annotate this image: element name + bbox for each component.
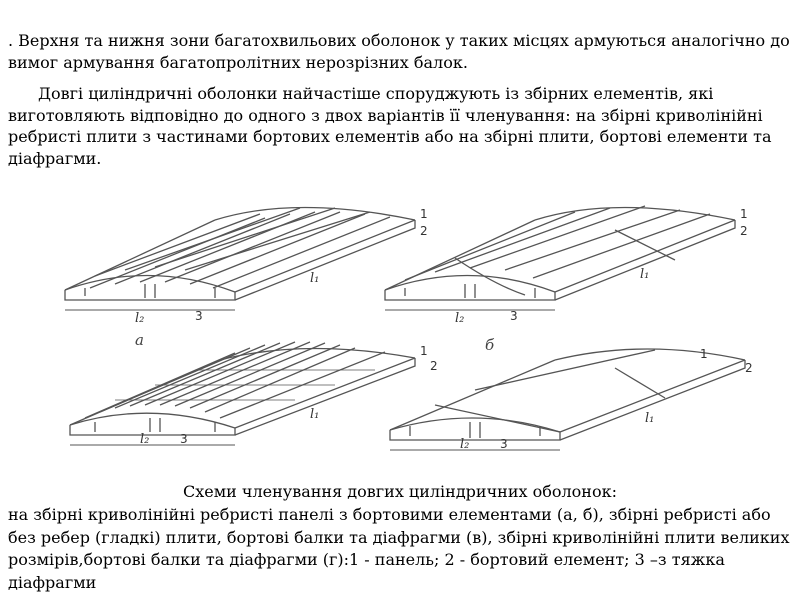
label-g-1: 1 — [700, 347, 708, 361]
label-v-l2: l₂ — [140, 432, 150, 447]
label-g-l1: l₁ — [645, 411, 655, 426]
figure-caption-title: Схеми членування довгих циліндричних оболонок: — [183, 482, 617, 501]
label-g-2: 2 — [745, 361, 753, 375]
scheme-v — [70, 342, 415, 445]
figure-caption-body: на збірні криволінійні ребристі панелі з бортовими елементами (а, б), збірні ребристі або без ребер (гладкі) плити, бортові балки та діафрагми (в), збірні криволінійні плити великих розмірів,бортові балки та діафрагми (г):1 - панель; 2 - бортовий елемент; 3 –з тяжка діафрагми — [8, 505, 790, 592]
label-b-3: 3 — [510, 309, 518, 323]
shell-schemes-drawing — [55, 200, 755, 470]
label-v-3: 3 — [180, 432, 188, 446]
label-a-3: 3 — [195, 309, 203, 323]
label-v-2: 2 — [430, 359, 438, 373]
scheme-g — [390, 349, 745, 450]
paragraph-1: . Верхня та нижня зони багатохвильових оболонок у таких місцях армуються аналогічно до вимог армування багатопролітних нерозрізних балок. — [8, 31, 790, 72]
label-g-l2: l₂ — [460, 437, 470, 452]
shell-schemes-figure — [55, 200, 755, 470]
label-v-1: 1 — [420, 344, 428, 358]
label-a-1: 1 — [420, 207, 428, 221]
letter-a: а — [135, 331, 144, 349]
label-g-3: 3 — [500, 437, 508, 451]
label-a-l2: l₂ — [135, 311, 145, 326]
label-v-l1: l₁ — [310, 407, 320, 422]
label-b-l2: l₂ — [455, 311, 465, 326]
scheme-b — [385, 206, 735, 310]
scheme-a — [65, 208, 415, 311]
paragraph-2: Довгі циліндричні оболонки найчастіше споруджують із збірних елементів, які виготовляють відповідно до одного з двох варіантів її членування: на збірні криволінійні ребристі плити з частинами бортових елементів або на збірні плити, бортові елементи та діафрагми. — [8, 84, 772, 168]
label-a-2: 2 — [420, 224, 428, 238]
label-b-1: 1 — [740, 207, 748, 221]
label-b-l1: l₁ — [640, 267, 650, 282]
label-b-2: 2 — [740, 224, 748, 238]
letter-b: б — [485, 336, 495, 354]
label-a-l1: l₁ — [310, 271, 320, 286]
